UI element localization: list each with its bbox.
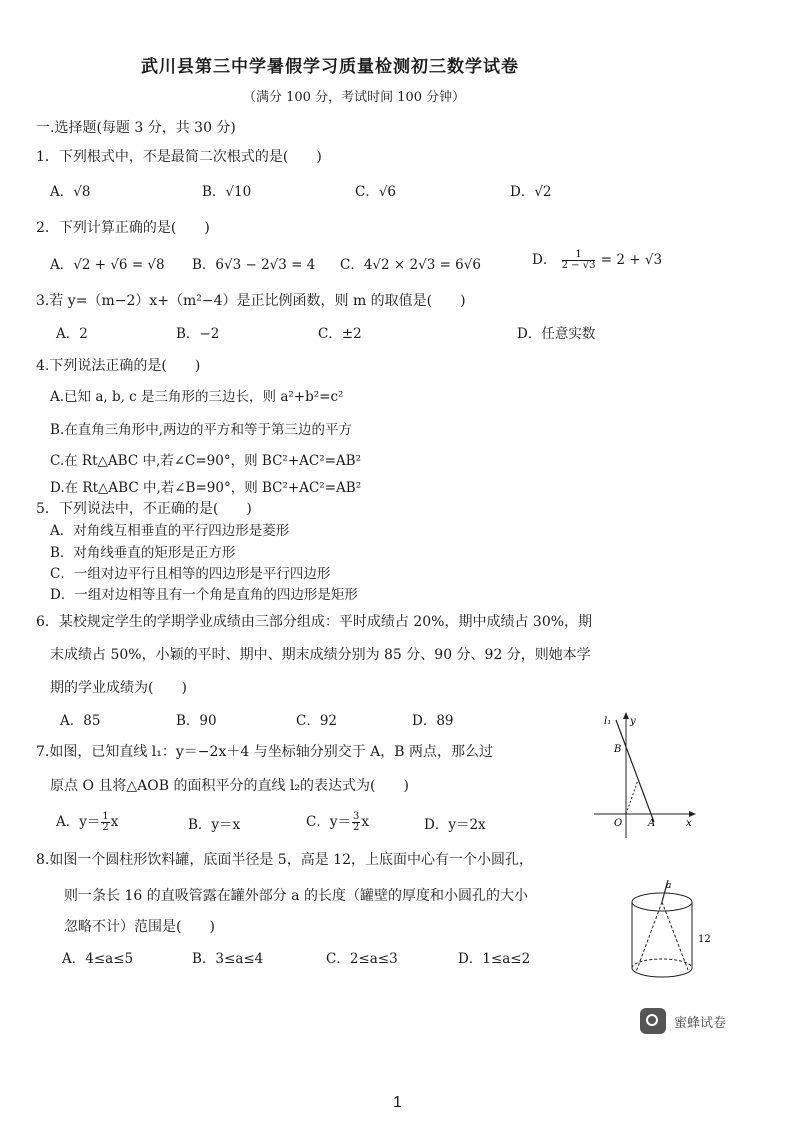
watermark-text: 蜜蜂试卷 [674, 1015, 727, 1031]
q7-coordinate-figure [590, 710, 700, 840]
q2-option-c: C．4√2 × 2√3 = 6√6 [340, 257, 481, 273]
q2-option-d [532, 250, 662, 271]
q2-option-a: A．√2 + √6 = √8 [50, 257, 165, 273]
question-6-line-3: 期的学业成绩为( ) [50, 680, 187, 696]
label-height: 12 [698, 934, 711, 945]
q5-option-a: A．对角线互相垂直的平行四边形是菱形 [50, 523, 290, 539]
page-number: 1 [393, 1094, 402, 1111]
question-3-stem: 3.若 y=（m−2）x+（m²−4）是正比例函数，则 m 的取值是( ) [36, 293, 466, 309]
q4-option-b: B.在直角三角形中,两边的平方和等于第三边的平方 [50, 422, 353, 438]
q8-cylinder-figure [622, 876, 722, 988]
q4-option-d: D.在 Rt△ABC 中,若∠B=90°，则 BC²+AC²=AB² [50, 480, 362, 496]
q3-option-a: A．2 [56, 326, 88, 342]
page-subtitle: （满分 100 分，考试时间 100 分钟） [243, 90, 466, 105]
question-8-line-2: 则一条长 16 的直吸管露在罐外部分 a 的长度（罐壁的厚度和小圆孔的大小 [64, 888, 528, 904]
q8-option-a: A．4≤a≤5 [62, 951, 134, 967]
q4-option-c: C.在 Rt△ABC 中,若∠C=90°，则 BC²+AC²=AB² [50, 453, 362, 469]
label-x: x [686, 818, 692, 829]
line-l2 [626, 780, 638, 814]
question-8-line-1: 8.如图一个圆柱形饮料罐，底面半径是 5，高是 12，上底面中心有一个小圆孔， [36, 852, 533, 868]
label-l1: l₁ [604, 716, 612, 727]
q3-option-d: D．任意实数 [517, 326, 596, 342]
q1-option-c: C．√6 [355, 184, 397, 200]
bee-logo-icon [640, 1008, 666, 1034]
question-8-line-3: 忽略不计）范围是( ) [64, 919, 215, 935]
y-axis-arrow-icon [623, 712, 629, 719]
q8-option-b: B．3≤a≤4 [192, 951, 264, 967]
label-y: y [630, 716, 636, 727]
q1-option-b: B．√10 [202, 184, 252, 200]
page-title: 武川县第三中学暑假学习质量检测初三数学试卷 [141, 57, 519, 77]
q6-option-b: B．90 [176, 713, 217, 729]
q3-option-c: C．±2 [318, 326, 362, 342]
section-heading: 一.选择题(每题 3 分，共 30 分) [36, 120, 236, 136]
q7-option-a: A．y＝ $\frac{1}{2}$ x [56, 811, 119, 833]
label-a: A [648, 818, 656, 829]
q6-option-c: C．92 [296, 713, 338, 729]
question-1-stem: 1．下列根式中，不是最简二次根式的是( ) [36, 149, 322, 165]
q5-option-c: C．一组对边平行且相等的四边形是平行四边形 [50, 566, 331, 582]
watermark [640, 1008, 726, 1034]
question-7-line-2: 原点 O 且将△AOB 的面积平分的直线 l₂的表达式为( ) [50, 778, 409, 794]
question-4-stem: 4.下列说法正确的是( ) [36, 358, 201, 374]
label-o: O [614, 818, 623, 829]
line-l1 [616, 720, 654, 822]
q6-option-d: D．89 [412, 713, 454, 729]
q6-option-a: A．85 [60, 713, 101, 729]
question-5-stem: 5．下列说法中，不正确的是( ) [36, 501, 252, 517]
q1-option-a: A．√8 [50, 184, 91, 200]
question-2-stem: 2．下列计算正确的是( ) [36, 220, 210, 236]
q2-option-d-rhs: = 2 + √3 [600, 252, 663, 268]
question-7-line-1: 7.如图，已知直线 l₁：y＝−2x＋4 与坐标轴分别交于 A，B 两点，那么过 [36, 744, 493, 760]
q2-option-d-fraction: $\frac{1}{2 - √3}$ [561, 249, 596, 271]
q2-option-d-label: D． [532, 252, 557, 268]
q1-option-d: D．√2 [510, 184, 552, 200]
q7-option-d: D．y＝2x [424, 817, 486, 833]
q2-option-b: B．6√3 − 2√3 = 4 [192, 257, 316, 273]
label-b: B [614, 744, 622, 755]
q8-option-c: C．2≤a≤3 [326, 951, 398, 967]
question-6-line-1: 6．某校规定学生的学期学业成绩由三部分组成：平时成绩占 20%，期中成绩占 30%，期 [36, 614, 593, 630]
q5-option-d: D．一组对边相等且有一个角是直角的四边形是矩形 [50, 587, 358, 603]
q7-option-c: C．y＝ $\frac{3}{2}$ x [306, 811, 369, 833]
x-axis-arrow-icon [689, 811, 696, 817]
q7-option-b: B．y＝x [188, 817, 241, 833]
q3-option-b: B．−2 [176, 326, 220, 342]
q8-option-d: D．1≤a≤2 [458, 951, 531, 967]
cylinder-bottom-back [632, 959, 692, 968]
q5-option-b: B．对角线垂直的矩形是正方形 [50, 545, 236, 561]
question-6-line-2: 末成绩占 50%，小颖的平时、期中、期末成绩分别为 85 分、90 分、92 分，则她本学 [50, 647, 591, 663]
q4-option-a: A.已知 a, b, c 是三角形的三边长，则 a²+b²=c² [50, 389, 344, 405]
cylinder-bottom-front [632, 968, 692, 977]
label-a: a [666, 881, 672, 891]
